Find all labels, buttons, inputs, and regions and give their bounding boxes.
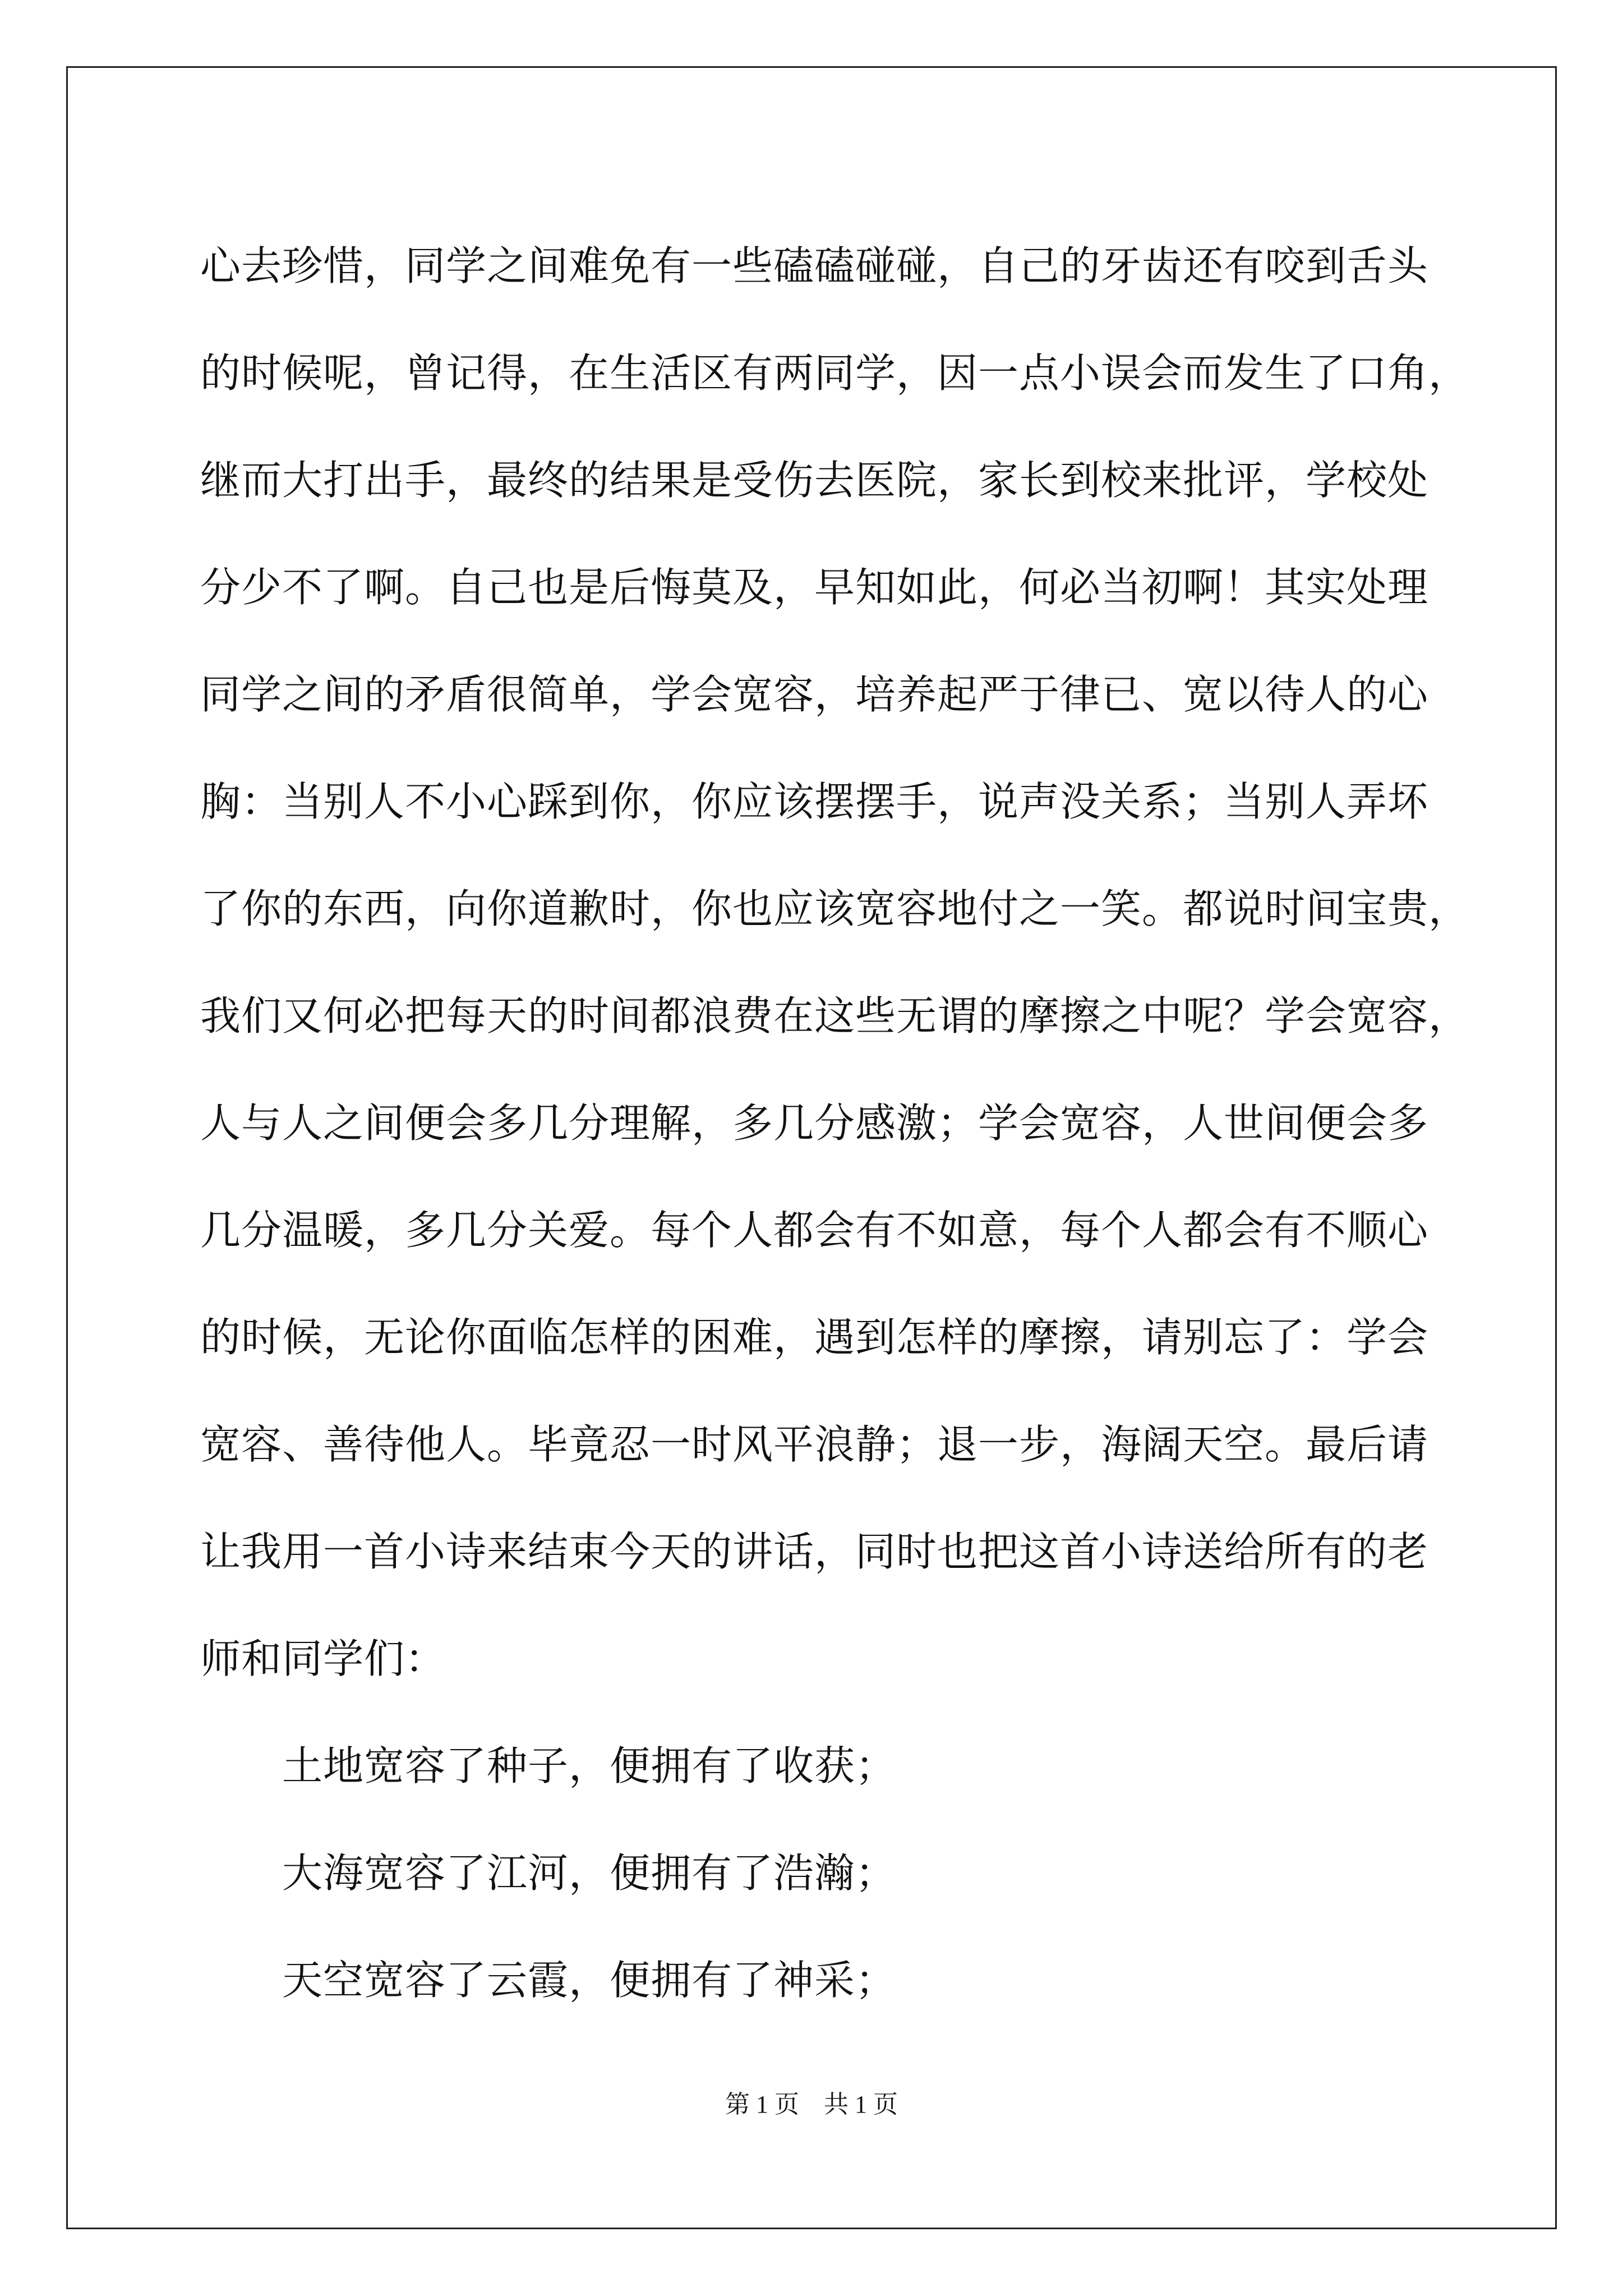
paragraph-line: 分少不了啊。自己也是后悔莫及，早知如此，何必当初啊！其实处理: [200, 564, 1429, 611]
paragraph-line: 我们又何必把每天的时间都浪费在这些无谓的摩擦之中呢？学会宽容，: [200, 992, 1470, 1039]
poem-line: 土地宽容了种子，便拥有了收获；: [282, 1742, 897, 1789]
paragraph-line: 了你的东西，向你道歉时，你也应该宽容地付之一笑。都说时间宝贵，: [200, 885, 1470, 932]
paragraph-line: 胸：当别人不小心踩到你，你应该摆摆手，说声没关系；当别人弄坏: [200, 778, 1429, 825]
paragraph-line: 人与人之间便会多几分理解，多几分感激；学会宽容，人世间便会多: [200, 1099, 1429, 1147]
paragraph-line: 的时候呢，曾记得，在生活区有两同学，因一点小误会而发生了口角，: [200, 349, 1470, 397]
paragraph-line: 宽容、善待他人。毕竟忍一时风平浪静；退一步，海阔天空。最后请: [200, 1421, 1429, 1468]
poem-line: 天空宽容了云霞，便拥有了神采；: [282, 1957, 897, 2004]
paragraph-line: 的时候，无论你面临怎样的困难，遇到怎样的摩擦，请别忘了：学会: [200, 1314, 1429, 1361]
page-number-footer: 第 1 页 共 1 页: [725, 2091, 898, 2118]
paragraph-line: 几分温暖，多几分关爱。每个人都会有不如意，每个人都会有不顺心: [200, 1207, 1429, 1254]
paragraph-line: 师和同学们：: [200, 1635, 446, 1682]
paragraph-line: 继而大打出手，最终的结果是受伤去医院，家长到校来批评，学校处: [200, 457, 1429, 504]
paragraph-line: 让我用一首小诗来结束今天的讲话，同时也把这首小诗送给所有的老: [200, 1528, 1429, 1575]
poem-line: 大海宽容了江河，便拥有了浩瀚；: [282, 1849, 897, 1897]
paragraph-line: 同学之间的矛盾很简单，学会宽容，培养起严于律已、宽以待人的心: [200, 671, 1429, 718]
document-body: [200, 213, 1470, 2034]
paragraph-line: 心去珍惜，同学之间难免有一些磕磕碰碰，自己的牙齿还有咬到舌头: [200, 242, 1429, 289]
